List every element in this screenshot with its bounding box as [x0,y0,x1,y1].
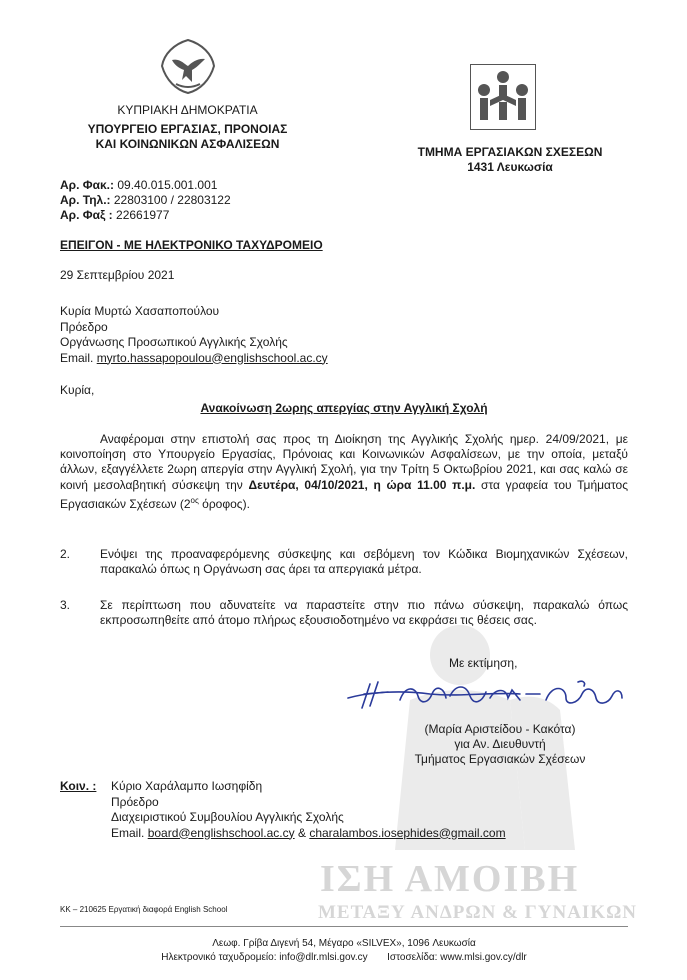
p1-floor-sup: ος [190,495,199,505]
coat-of-arms-logo [158,36,218,96]
cc-email-link-1[interactable]: board@englishschool.ac.cy [147,825,295,840]
signatory-role2: Τμήματος Εργασιακών Σχέσεων [414,752,586,766]
watermark-line2: ΜΕΤΑΞΥ ΑΝΔΡΩΝ & ΓΥΝΑΙΚΩΝ [318,902,638,923]
p3-text: Σε περίπτωση που αδυνατείτε να παραστείτε στην πιο πάνω σύσκεψη, παρακαλώ όπως εκπροσωπηθείτε από άτομο πλήρως εξουσιοδοτημένο να εκφράσει τις θέσεις σας. [100,598,628,628]
p1-text: Αναφέρομαι στην επιστολή σας προς τη Διοίκηση της Αγγλικής Σχολής ημερ. 24/09/2021, με κοινοποίηση στο Υπουργείο Εργασίας, Πρόνοιας και Κοινωνικών Ασφαλίσεων, με την οποία, μεταξύ άλλων, εξαγγέλλετε 2ωρη απεργία στην Αγγλική Σχολή, για την Τρίτη 5 Οκτωβρίου 2021, και σας καλώ σε κοινή μεσολαβητική σύσκεψη την [60,432,628,492]
ref-phone-label: Αρ. Τηλ.: [60,193,111,207]
recipient-email-label: Email. [60,350,94,365]
body-paragraph-2 [60,547,628,577]
signatory-name: (Μαρία Αριστείδου - Κακότα) [424,722,576,736]
footer-web-label: Ιστοσελίδα: [387,952,438,963]
ref-fax [60,208,169,223]
p1-end: όροφος). [198,496,250,511]
ref-phone-value: 22803100 / 22803122 [113,193,231,207]
p2-number: 2. [60,547,71,561]
people-logo-icon [470,64,536,130]
cc-email-label: Email. [111,825,145,840]
ref-file [60,178,217,193]
body-paragraph-3 [60,598,628,628]
footer-email-link[interactable]: info@dlr.mlsi.gov.cy [279,952,368,963]
ref-file-label: Αρ. Φακ.: [60,178,115,192]
dove-emblem-icon [158,36,218,96]
recipient-block [60,304,460,366]
department-city: 1431 Λευκωσία [467,160,553,174]
subject-line: Ανακοίνωση 2ωρης απεργίας στην Αγγλική Σχολή [200,401,488,415]
p3-number: 3. [60,598,71,612]
watermark-line1: ΙΣΗ ΑΜΟΙΒΗ [320,858,580,900]
handwritten-signature-icon [340,670,630,720]
ref-fax-value: 22661977 [116,208,170,222]
ref-file-value: 09.40.015.001.001 [117,178,218,192]
footer-reference: ΚΚ – 210625 Εργατική διαφορά English School [60,905,228,914]
footer-divider [60,926,628,927]
cc-title: Πρόεδρο [111,794,159,809]
cc-email-amp: & [297,825,306,840]
signatory-role1: για Αν. Διευθυντή [454,737,546,751]
ministry-line1: ΥΠΟΥΡΓΕΙΟ ΕΡΓΑΣΙΑΣ, ΠΡΟΝΟΙΑΣ [87,122,288,136]
salutation: Κυρία, [60,383,95,397]
recipient-title: Πρόεδρο [60,319,108,334]
p1-meeting-datetime: Δευτέρα, 04/10/2021, η ώρα 11.00 π.μ. [248,477,476,492]
footer-contacts [60,951,628,964]
p2-text: Ενόψει της προαναφερόμενης σύσκεψης και σεβόμενη τον Κώδικα Βιομηχανικών Σχέσεων, παρακαλώ όπως η Οργάνωση σας άρει τα απεργιακά μέτρα. [100,547,628,577]
department-name: ΤΜΗΜΑ ΕΡΓΑΣΙΑΚΩΝ ΣΧΕΣΕΩΝ [417,145,603,159]
ref-phone [60,193,231,208]
p1-tail: στα γραφεία του Τμήματος Εργασιακών Σχέσεων (2 [60,477,628,511]
body-paragraph-1 [60,432,628,512]
cc-org: Διαχειριστικού Συμβουλίου Αγγλικής Σχολής [111,810,344,824]
ref-fax-label: Αρ. Φαξ : [60,208,113,222]
urgency-heading: ΕΠΕΙΓΟΝ - ΜΕ ΗΛΕΚΤΡΟΝΙΚΟ ΤΑΧΥΔΡΟΜΕΙΟ [60,238,323,252]
country-name: ΚΥΠΡΙΑΚΗ ΔΗΜΟΚΡΑΤΙΑ [117,103,258,117]
footer-email-label: Ηλεκτρονικό ταχυδρομείο: [161,952,277,963]
cc-name: Κύριο Χαράλαμπο Ιωσηφίδη [111,779,263,793]
recipient-email-line [60,351,460,367]
recipient-org: Οργάνωσης Προσωπικού Αγγλικής Σχολής [60,335,288,349]
closing-regards: Με εκτίμηση, [449,656,518,670]
cc-block [111,779,611,841]
signature [340,670,630,720]
letter-date: 29 Σεπτεμβρίου 2021 [60,268,175,282]
recipient-name: Κυρία Μυρτώ Χασαποπούλου [60,304,220,318]
footer-web-link[interactable]: www.mlsi.gov.cy/dlr [440,952,527,963]
department-logo [470,64,536,130]
cc-email-link-2[interactable]: charalambos.iosephides@gmail.com [309,825,506,840]
recipient-email-link[interactable]: myrto.hassapopoulou@englishschool.ac.cy [96,350,328,365]
cc-label: Κοιν. : [60,779,97,793]
ministry-line2: ΚΑΙ ΚΟΙΝΩΝΙΚΩΝ ΑΣΦΑΛΙΣΕΩΝ [95,137,280,151]
cc-email-line [111,826,611,842]
footer-address: Λεωφ. Γρίβα Διγενή 54, Μέγαρο «SILVEX», 1096 Λευκωσία [212,938,476,949]
